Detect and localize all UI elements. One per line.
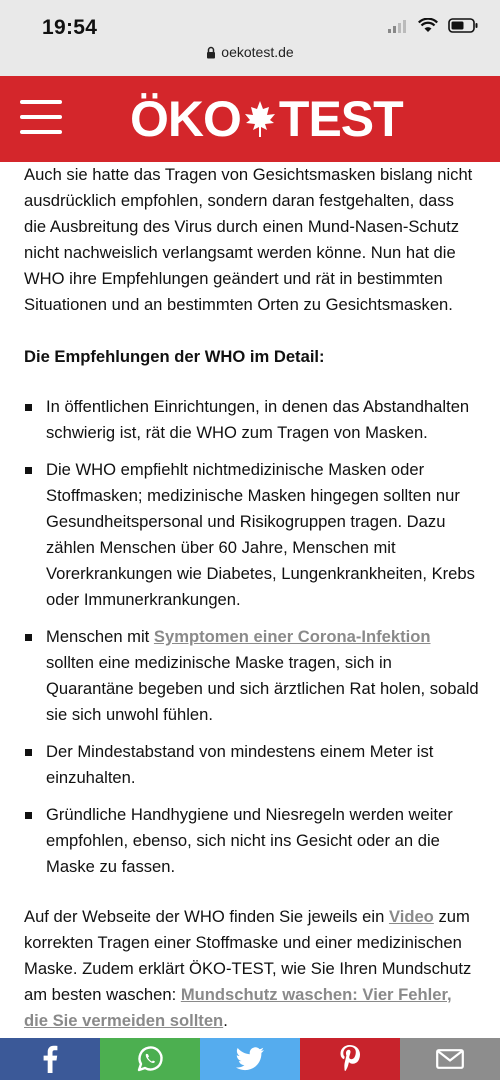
- site-header: [0, 76, 500, 162]
- logo-text-left: ÖKO: [130, 91, 241, 147]
- outro-text: .: [223, 1011, 228, 1030]
- bullet-icon: [25, 634, 32, 641]
- menu-line-icon: [20, 100, 62, 104]
- outro-text: zum korrekten Tragen einer Stoffmaske und einer medizinischen Maske. Zudem erklärt ÖKO-TEST, wie Sie Ihren Mundschutz am besten waschen:: [24, 907, 472, 1004]
- outro-paragraph: [24, 904, 479, 1034]
- url-text: oekotest.de: [221, 44, 294, 60]
- email-share-button[interactable]: [400, 1038, 500, 1080]
- logo-text-right: TEST: [278, 91, 403, 147]
- signal-icon: [388, 19, 408, 38]
- bullet-icon: [25, 467, 32, 474]
- battery-icon: [448, 18, 478, 38]
- list-item-text: Gründliche Handhygiene und Niesregeln werden weiter empfohlen, ebenso, sich nicht ins Gesicht oder an die Maske zu fassen.: [46, 805, 453, 876]
- recommendations-list: [24, 394, 479, 880]
- twitter-icon: [235, 1047, 265, 1072]
- hamburger-menu-button[interactable]: [20, 100, 62, 136]
- list-item-text: In öffentlichen Einrichtungen, in denen das Abstandhalten schwierig ist, rät die WHO zum Tragen von Masken.: [46, 397, 470, 442]
- article-body: [24, 162, 479, 1034]
- email-icon: [436, 1049, 464, 1069]
- wifi-icon: [418, 18, 438, 38]
- list-item-text: Menschen mit: [46, 627, 154, 646]
- menu-line-icon: [20, 130, 62, 134]
- intro-paragraph: Auch sie hatte das Tragen von Gesichtsmasken bislang nicht ausdrücklich empfohlen, sondern daran festgehalten, dass die Ausbreitung des Virus durch einen Mund-Nasen-Schutz nicht nachweislich verlangsamt werden könne. Nun hat die WHO ihre Empfehlungen geändert und rät in bestimmten Situationen und an bestimmten Orten zu Gesichtsmasken.: [24, 165, 473, 314]
- pinterest-icon: [339, 1044, 361, 1074]
- list-item-text: Die WHO empfiehlt nichtmedizinische Masken oder Stoffmasken; medizinische Masken hingegen sollten nur Gesundheitspersonal und Risikogruppen tragen. Dazu zählen Menschen über 60 Jahre, Menschen mit Vorerkrankungen wie Diabetes, Lungenkrankheiten, Krebs oder Immunerkrankungen.: [46, 460, 475, 609]
- bullet-icon: [25, 812, 32, 819]
- status-bar: [0, 0, 500, 76]
- twitter-share-button[interactable]: [200, 1038, 300, 1080]
- oekotest-logo[interactable]: [130, 84, 403, 154]
- facebook-icon: [42, 1045, 58, 1073]
- menu-line-icon: [20, 115, 62, 119]
- clock: 19:54: [42, 16, 98, 39]
- list-item: [24, 624, 479, 728]
- mask-washing-article-link[interactable]: Mundschutz waschen: Vier Fehler, die Sie vermeiden sollten: [24, 985, 452, 1030]
- facebook-share-button[interactable]: [0, 1038, 100, 1080]
- section-heading: Die Empfehlungen der WHO im Detail:: [24, 347, 325, 366]
- list-item-text: sollten eine medizinische Maske tragen, sich in Quarantäne begeben und sich ärztlichen Rat holen, sobald sie sich unwohl fühlen.: [46, 653, 479, 724]
- status-icons: [388, 18, 478, 38]
- whatsapp-share-button[interactable]: [100, 1038, 200, 1080]
- maple-leaf-icon: [243, 99, 277, 139]
- list-item: [24, 739, 479, 791]
- corona-symptoms-link[interactable]: Symptomen einer Corona-Infektion: [153, 627, 431, 646]
- pinterest-share-button[interactable]: [300, 1038, 400, 1080]
- bullet-icon: [25, 749, 32, 756]
- list-item: [24, 802, 479, 880]
- outro-text: Auf der Webseite der WHO finden Sie jeweils ein: [24, 907, 389, 926]
- list-item: [24, 457, 479, 613]
- list-item-text: Der Mindestabstand von mindestens einem Meter ist einzuhalten.: [46, 742, 434, 787]
- list-item: [24, 394, 479, 446]
- whatsapp-icon: [135, 1044, 165, 1074]
- bullet-icon: [25, 404, 32, 411]
- address-bar[interactable]: [0, 44, 500, 62]
- share-bar: [0, 1038, 500, 1080]
- video-link[interactable]: Video: [388, 907, 434, 926]
- lock-icon: [206, 46, 216, 62]
